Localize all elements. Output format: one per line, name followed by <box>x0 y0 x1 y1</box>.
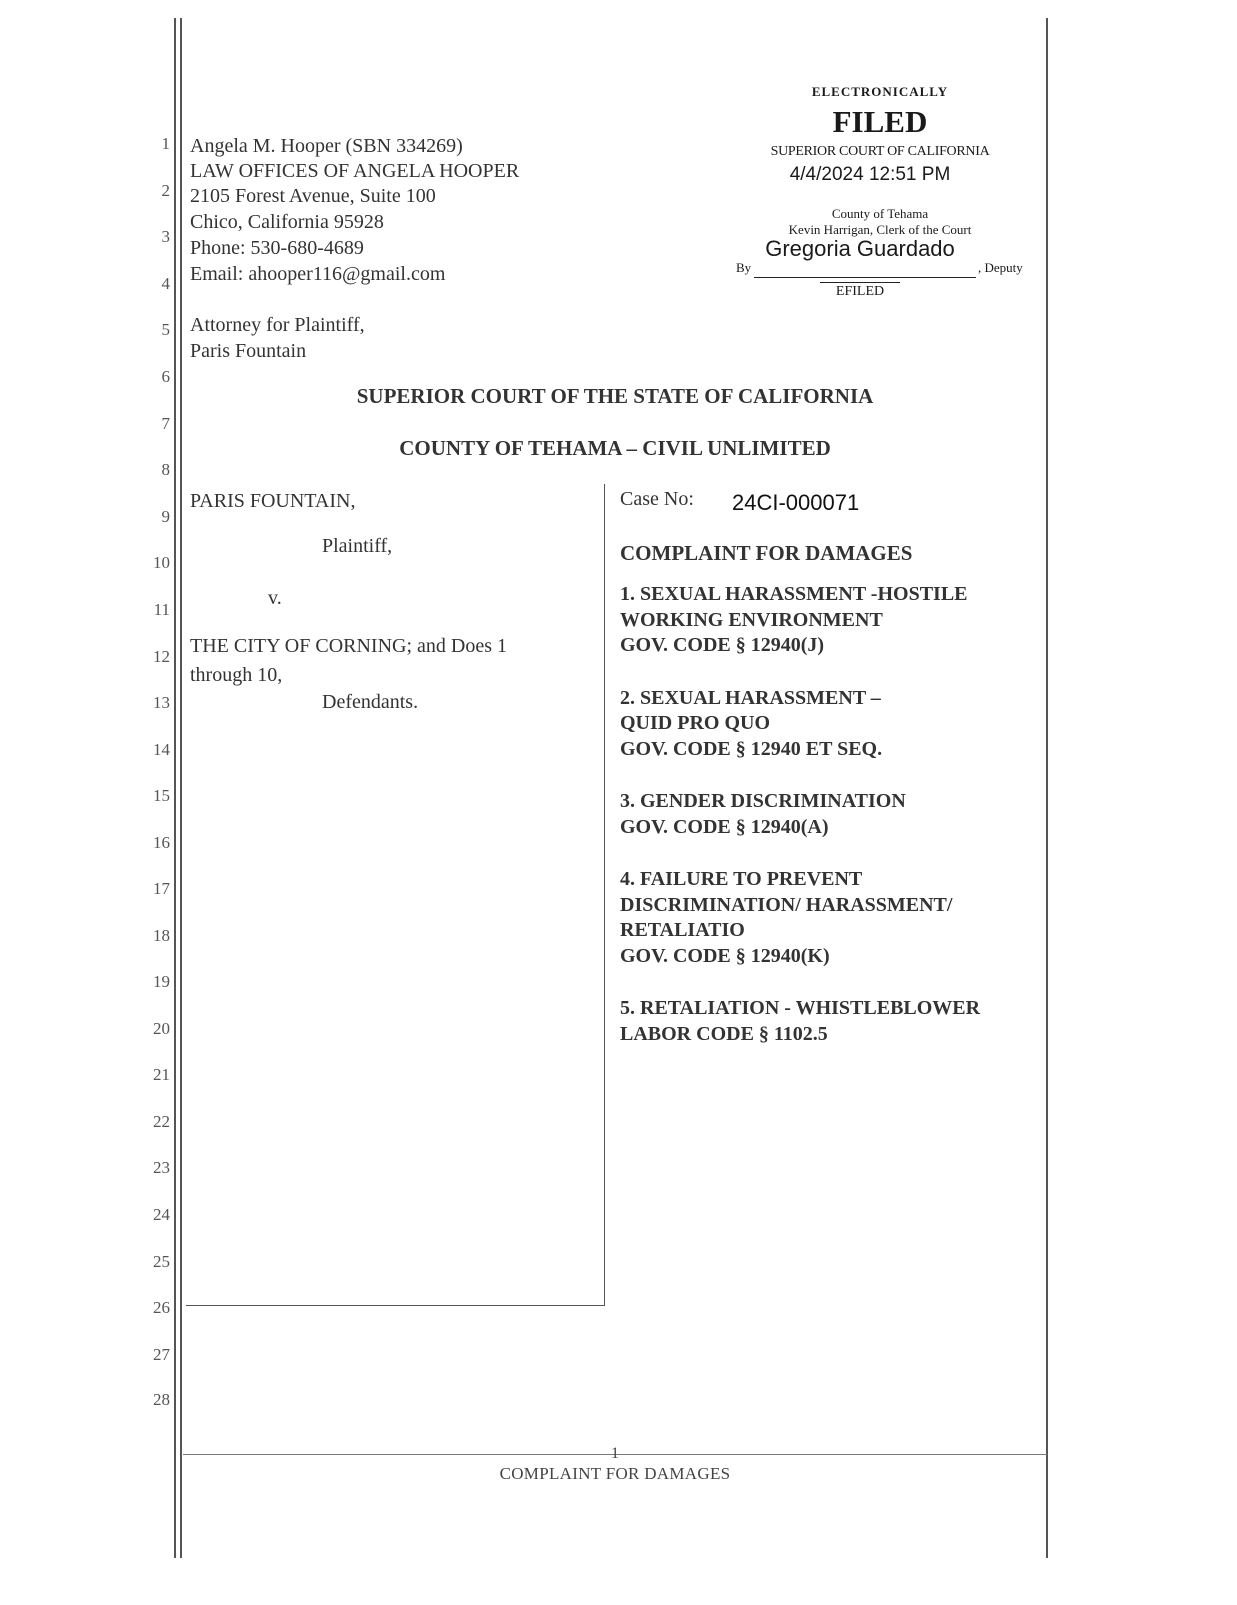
line-number: 25 <box>153 1252 170 1271</box>
claim-line: QUID PRO QUO <box>620 712 770 734</box>
claim-line: RETALIATIO <box>620 919 745 941</box>
versus: v. <box>268 587 282 609</box>
stamp-court: SUPERIOR COURT OF CALIFORNIA <box>770 144 990 159</box>
claim-line: LABOR CODE § 1102.5 <box>620 1022 828 1045</box>
law-office: LAW OFFICES OF ANGELA HOOPER <box>190 160 520 182</box>
claim-4 <box>620 867 1040 969</box>
claim-line: DISCRIMINATION/ HARASSMENT/ <box>620 893 953 916</box>
claim-line: GOV. CODE § 12940(A) <box>620 815 829 838</box>
claim-line: 2. SEXUAL HARASSMENT – <box>620 686 881 709</box>
claim-line: GOV. CODE § 12940 ET SEQ. <box>620 737 883 760</box>
stamp-datetime: 4/4/2024 12:51 PM <box>789 164 951 185</box>
claim-line: GOV. CODE § 12940(J) <box>620 634 825 656</box>
line-number: 8 <box>161 460 170 479</box>
line-number: 28 <box>153 1390 170 1409</box>
footer-page-number: 1 <box>611 1445 619 1462</box>
line-number: 14 <box>153 740 170 759</box>
claim-line: 1. SEXUAL HARASSMENT -HOSTILE <box>620 583 968 605</box>
stamp-efiled: EFILED <box>820 282 900 300</box>
claim-3 <box>620 789 1040 840</box>
right-margin-rule <box>1046 18 1048 1558</box>
left-margin-rule-inner <box>180 18 182 1558</box>
caption-bottom-rule <box>186 1305 605 1306</box>
stamp-by: By <box>736 260 752 275</box>
line-number: 24 <box>153 1205 170 1224</box>
stamp-clerk: Kevin Harrigan, Clerk of the Court <box>788 222 972 237</box>
caption-divider <box>604 484 605 1306</box>
stamp-deputy-name: Gregoria Guardado <box>765 236 955 261</box>
line-number: 13 <box>153 693 170 712</box>
line-number: 1 <box>161 134 170 153</box>
claim-2 <box>620 686 1040 763</box>
complaint-title: COMPLAINT FOR DAMAGES <box>620 541 913 565</box>
footer-title: COMPLAINT FOR DAMAGES <box>499 1464 731 1483</box>
line-number: 11 <box>153 600 170 619</box>
plaintiff-name: PARIS FOUNTAIN, <box>190 490 356 512</box>
line-number: 27 <box>153 1345 170 1364</box>
defendant-line-1: THE CITY OF CORNING; and Does 1 <box>190 635 508 657</box>
address-street: 2105 Forest Avenue, Suite 100 <box>190 185 436 207</box>
email: Email: ahooper116@gmail.com <box>190 263 446 285</box>
defendant-line-2: through 10, <box>190 664 283 686</box>
claim-1 <box>620 582 1040 659</box>
claim-line: 5. RETALIATION - WHISTLEBLOWER <box>620 997 981 1019</box>
claim-line: 3. GENDER DISCRIMINATION <box>620 790 906 812</box>
line-number: 2 <box>161 181 170 200</box>
defendant-label: Defendants. <box>322 691 419 713</box>
case-number-label: Case No: <box>620 488 694 510</box>
address-city: Chico, California 95928 <box>190 211 384 233</box>
stamp-filed: FILED <box>832 104 928 139</box>
line-number: 17 <box>153 879 170 898</box>
line-number: 3 <box>161 227 170 246</box>
attorney-name: Angela M. Hooper (SBN 334269) <box>190 135 463 157</box>
line-number: 4 <box>161 274 170 293</box>
stamp-electronically: ELECTRONICALLY <box>811 84 949 99</box>
line-number: 16 <box>153 833 170 852</box>
line-number: 10 <box>153 553 170 572</box>
court-name: SUPERIOR COURT OF THE STATE OF CALIFORNIA <box>356 384 874 408</box>
line-number: 18 <box>153 926 170 945</box>
line-number: 20 <box>153 1019 170 1038</box>
line-number: 15 <box>153 786 170 805</box>
claim-line: WORKING ENVIRONMENT <box>620 608 883 631</box>
line-number: 21 <box>153 1065 170 1084</box>
plaintiff-label: Plaintiff, <box>322 535 393 557</box>
court-county: COUNTY OF TEHAMA – CIVIL UNLIMITED <box>399 436 831 460</box>
line-number: 12 <box>153 647 170 666</box>
line-number: 9 <box>161 507 170 526</box>
line-number: 7 <box>161 414 170 433</box>
line-number: 6 <box>161 367 170 386</box>
attorney-for: Attorney for Plaintiff, <box>190 314 365 336</box>
case-number: 24CI-000071 <box>732 490 860 515</box>
claim-line: GOV. CODE § 12940(K) <box>620 944 830 967</box>
stamp-county: County of Tehama <box>831 206 929 221</box>
complaint-claims <box>620 540 1040 1074</box>
stamp-deputy-suffix: , Deputy <box>978 260 1023 275</box>
line-number: 19 <box>153 972 170 991</box>
client-name: Paris Fountain <box>190 340 307 362</box>
line-number: 5 <box>161 320 170 339</box>
line-number: 23 <box>153 1158 170 1177</box>
phone: Phone: 530-680-4689 <box>190 237 364 259</box>
stamp-signature-line <box>754 277 976 278</box>
claim-line: 4. FAILURE TO PREVENT <box>620 868 863 890</box>
line-number: 22 <box>153 1112 170 1131</box>
left-margin-rule <box>174 18 176 1558</box>
claim-5 <box>620 996 1040 1047</box>
line-number: 26 <box>153 1298 170 1317</box>
